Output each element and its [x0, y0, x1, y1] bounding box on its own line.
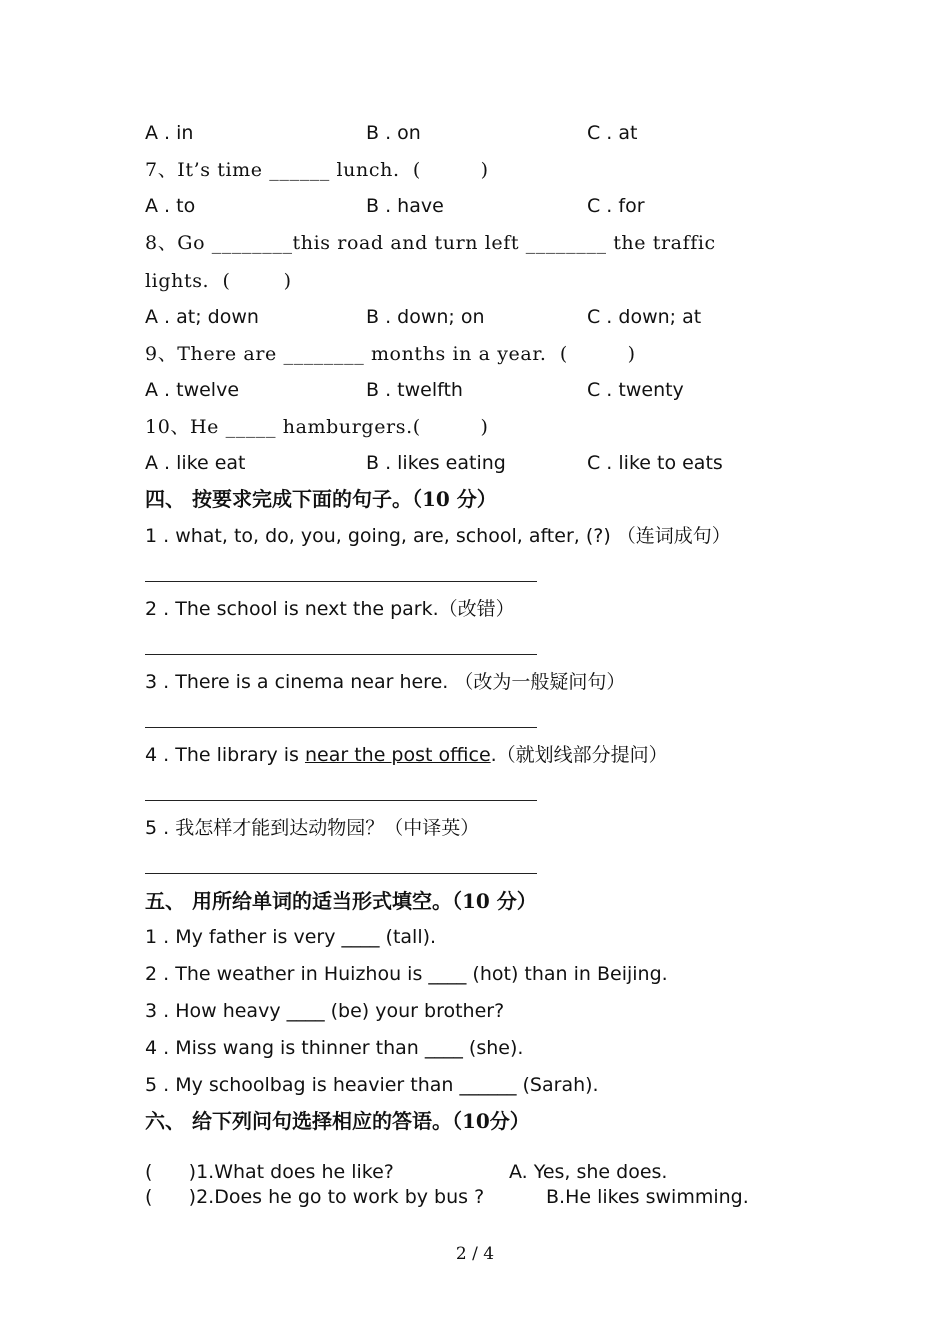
answer-line-2 [145, 654, 537, 655]
q9-stem: 9、There are ________ months in a year. ( ) [145, 343, 636, 365]
section4-item-4 [145, 743, 668, 767]
section6-question-2: ( )2.Does he go to work by bus ? [145, 1186, 485, 1208]
q10-option-a: A . like eat [145, 452, 246, 474]
item4-suffix: .（就划线部分提问） [490, 744, 668, 766]
section6-answer-b: B.He likes swimming. [546, 1186, 749, 1208]
section4-heading: 四、 按要求完成下面的句子。（10 分） [145, 487, 497, 511]
section6-heading: 六、 给下列问句选择相应的答语。（10分） [145, 1109, 530, 1133]
section5-item-1: 1 . My father is very ____ (tall). [145, 926, 437, 948]
q10-stem: 10、He _____ hamburgers.( ) [145, 416, 489, 438]
q10-option-c: C . like to eats [587, 452, 723, 474]
q8-option-a: A . at; down [145, 306, 259, 328]
section5-item-4: 4 . Miss wang is thinner than ____ (she). [145, 1037, 524, 1059]
item4-prefix: 4 . The library is [145, 744, 305, 766]
section6-question-1: ( )1.What does he like? [145, 1161, 394, 1183]
section5-heading: 五、 用所给单词的适当形式填空。（10 分） [145, 889, 537, 913]
answer-line-1 [145, 581, 537, 582]
q6-option-a: A . in [145, 122, 194, 144]
q7-option-b: B . have [366, 195, 444, 217]
q7-option-a: A . to [145, 195, 196, 217]
q6-option-c: C . at [587, 122, 638, 144]
answer-line-5 [145, 873, 537, 874]
section4-item-5: 5 . 我怎样才能到达动物园？（中译英） [145, 817, 480, 839]
q8-option-b: B . down; on [366, 306, 485, 328]
section5-item-2: 2 . The weather in Huizhou is ____ (hot) than in Beijing. [145, 963, 668, 985]
section4-item-2: 2 . The school is next the park.（改错） [145, 598, 515, 620]
section4-item-1: 1 . what, to, do, you, going, are, school, after, (?) （连词成句） [145, 525, 731, 547]
section6-answer-a: A. Yes, she does. [509, 1161, 668, 1183]
answer-line-3 [145, 727, 537, 728]
q9-option-b: B . twelfth [366, 379, 463, 401]
section5-item-3: 3 . How heavy ____ (be) your brother? [145, 1000, 505, 1022]
answer-line-4 [145, 800, 537, 801]
q9-option-c: C . twenty [587, 379, 684, 401]
q6-option-b: B . on [366, 122, 421, 144]
page-number: 2 / 4 [455, 1244, 495, 1264]
q8-stem-line2: lights. ( ) [145, 270, 292, 292]
q7-option-c: C . for [587, 195, 645, 217]
q9-option-a: A . twelve [145, 379, 240, 401]
q8-option-c: C . down; at [587, 306, 702, 328]
q8-stem-line1: 8、Go ________this road and turn left ________ the traffic [145, 232, 716, 254]
section4-item-3: 3 . There is a cinema near here. （改为一般疑问句） [145, 671, 626, 693]
item4-underlined-phrase: near the post office [304, 744, 491, 766]
q10-option-b: B . likes eating [366, 452, 506, 474]
section5-item-5: 5 . My schoolbag is heavier than ______ (Sarah). [145, 1074, 599, 1096]
q7-stem: 7、It’s time ______ lunch. ( ) [145, 159, 489, 181]
